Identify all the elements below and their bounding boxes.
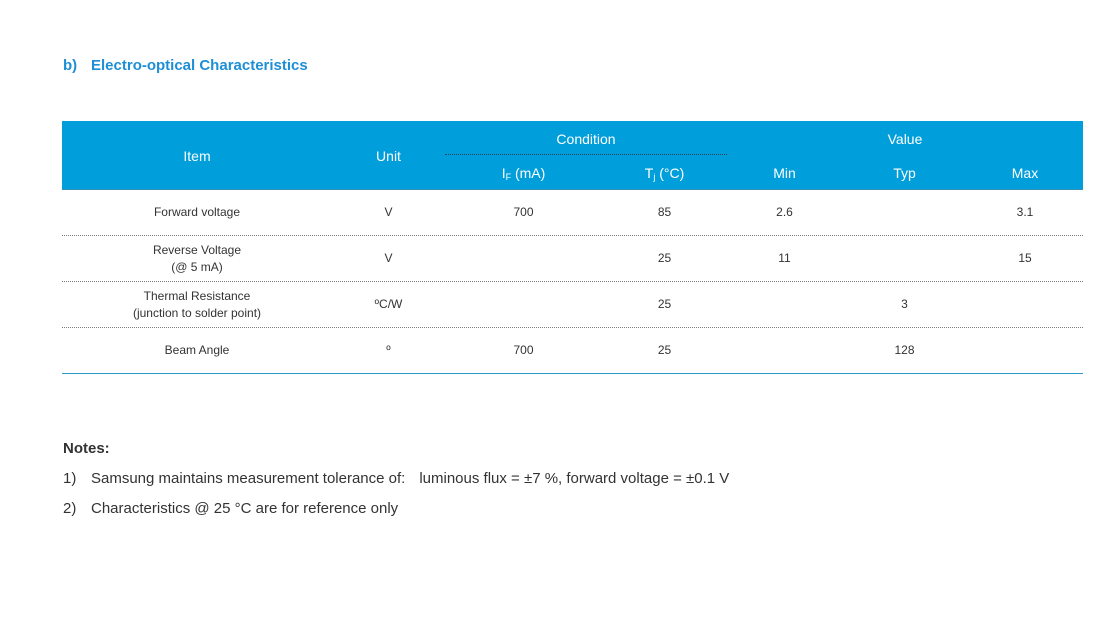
cell-if: 700 — [513, 205, 534, 219]
table-row — [62, 328, 1083, 374]
cell-if: 700 — [513, 343, 534, 357]
cell-item — [62, 190, 332, 235]
header-item: Item — [183, 148, 211, 164]
item-line2: (junction to solder point) — [132, 305, 262, 320]
cell-min — [727, 282, 842, 327]
cell-tj: 25 — [657, 251, 672, 265]
item-line1: Reverse Voltage — [152, 242, 242, 257]
cell-typ — [842, 190, 967, 235]
cell-min — [727, 328, 842, 373]
header-value: Value — [887, 131, 923, 147]
cell-max: 3.1 — [1016, 205, 1034, 219]
cell-typ: 128 — [894, 343, 915, 357]
cell-unit: º — [386, 343, 391, 357]
cell-min: 11 — [778, 251, 791, 265]
item-line1: Beam Angle — [164, 343, 230, 357]
cell-item — [62, 236, 332, 281]
header-tj — [602, 165, 727, 182]
cell-tj: 25 — [657, 343, 672, 357]
header-max: Max — [1011, 165, 1039, 181]
cell-min: 2.6 — [776, 205, 793, 219]
cell-unit: ºC/W — [374, 297, 403, 311]
table-row — [62, 190, 1083, 236]
item-line1: Thermal Resistance — [143, 288, 251, 303]
header-unit: Unit — [376, 148, 401, 164]
header-if-symbol: I — [501, 165, 506, 181]
cell-typ: 3 — [901, 297, 908, 311]
cell-item — [62, 328, 332, 373]
cell-tj: 25 — [657, 297, 672, 311]
cell-typ — [842, 236, 967, 281]
table-row — [62, 282, 1083, 328]
note-text: Samsung maintains measurement tolerance of: — [91, 470, 406, 487]
condition-divider — [445, 154, 727, 155]
header-typ: Typ — [893, 165, 916, 181]
item-line1: Forward voltage — [153, 205, 241, 219]
note-text-detail: luminous flux = ±7 %, forward voltage = ±0.1 V — [419, 470, 730, 487]
header-min: Min — [773, 165, 796, 181]
section-number: b) — [63, 57, 78, 74]
notes-title: Notes: — [63, 440, 110, 457]
note-text: Characteristics @ 25 °C are for reference only — [91, 500, 399, 517]
cell-max — [967, 282, 1083, 327]
cell-unit: V — [384, 251, 393, 265]
characteristics-table — [62, 121, 1083, 374]
header-condition: Condition — [556, 131, 616, 147]
table-row — [62, 236, 1083, 282]
header-tj-symbol: T — [644, 165, 654, 181]
section-title — [63, 57, 308, 74]
header-if-subscript: F — [505, 172, 512, 182]
notes-section — [63, 440, 729, 530]
item-line2: (@ 5 mA) — [171, 259, 223, 274]
note-number: 1) — [63, 470, 77, 487]
cell-tj: 85 — [657, 205, 672, 219]
header-if — [445, 165, 602, 182]
note-number: 2) — [63, 500, 77, 517]
table-header — [62, 121, 1083, 190]
cell-if — [445, 282, 602, 327]
cell-unit: V — [384, 205, 393, 219]
note-item — [63, 500, 729, 517]
cell-if — [445, 236, 602, 281]
cell-max: 15 — [1018, 251, 1032, 265]
section-title-text: Electro-optical Characteristics — [91, 57, 308, 74]
header-tj-subscript: j — [653, 172, 656, 182]
header-if-unit: (mA) — [511, 165, 546, 181]
note-item — [63, 470, 729, 487]
cell-max — [967, 328, 1083, 373]
header-tj-unit: (°C) — [655, 165, 685, 181]
cell-item — [62, 282, 332, 327]
